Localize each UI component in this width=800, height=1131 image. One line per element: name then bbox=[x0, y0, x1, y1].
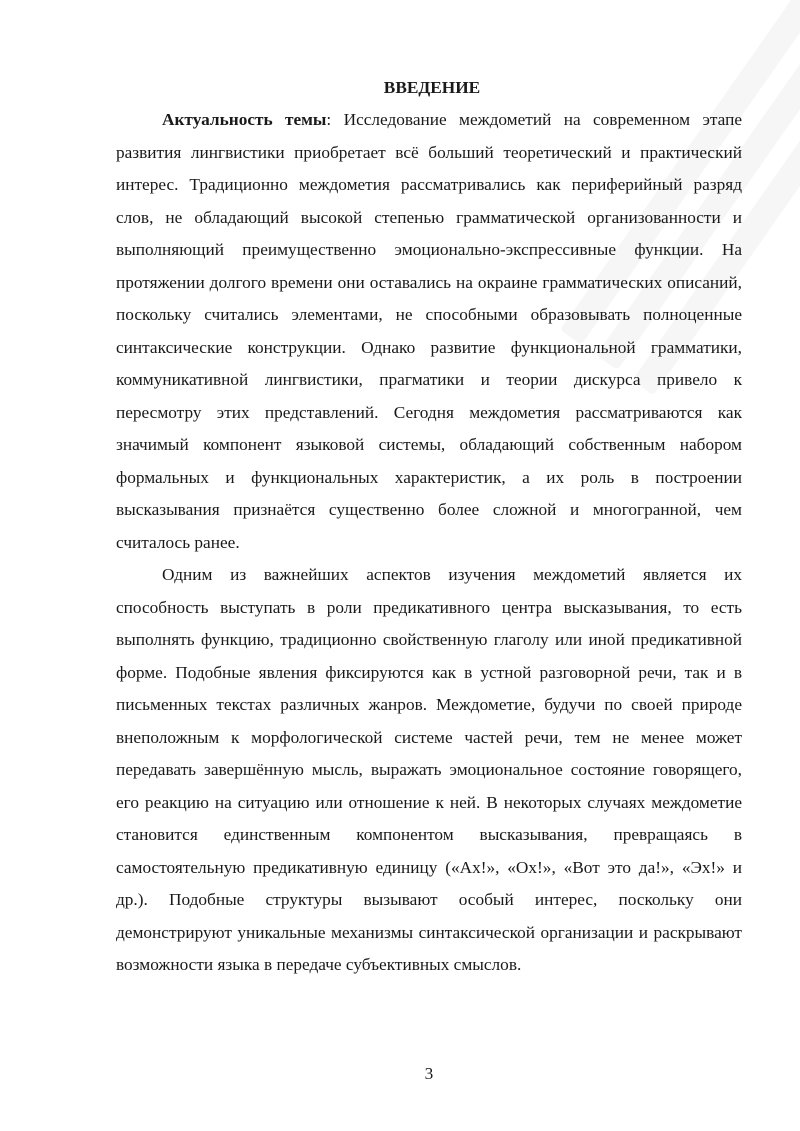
paragraph-text: Одним из важнейших аспектов изучения междометий является их способность выступать в роли предикативного центра высказывания, то есть выполнять функцию, традиционно свойственную глаголу или иной предикативной форме. Подобные явления фиксируются как в устной разговорной речи, так и в письменных текстах различных жанров. Междометие, будучи по своей природе внеположным к морфологической системе частей речи, тем не менее может передавать завершённую мысль, выражать эмоциональное состояние говорящего, его реакцию на ситуацию или отношение к ней. В некоторых случаях междометие становится единственным компонентом высказывания, превращаясь в самостоятельную предикативную единицу («Ах!», «Ох!», «Вот это да!», «Эх!» и др.). Подобные структуры вызывают особый интерес, поскольку они демонстрируют уникальные механизмы синтаксической организации и раскрывают возможности языка в передаче субъективных смыслов. bbox=[116, 565, 742, 974]
paragraph-text: : Исследование междометий на современном этапе развития лингвистики приобретает всё больший теоретический и практический интерес. Традиционно междометия рассматривались как периферийный разряд слов, не обладающий высокой степенью грамматической организованности и выполняющий преимущественно эмоционально-экспрессивные функции. На протяжении долгого времени они оставались на окраине грамматических описаний, поскольку считались элементами, не способными образовывать полноценные синтаксические конструкции. Однако развитие функциональной грамматики, коммуникативной лингвистики, прагматики и теории дискурса привело к пересмотру этих представлений. Сегодня междометия рассматриваются как значимый компонент языковой системы, обладающий собственным набором формальных и функциональных характеристик, а их роль в построении высказывания признаётся существенно более сложной и многогранной, чем считалось ранее. bbox=[116, 110, 743, 552]
paragraph-lead: Актуальность темы bbox=[162, 110, 327, 129]
document-body bbox=[116, 72, 742, 982]
section-heading: ВВЕДЕНИЕ bbox=[383, 78, 481, 97]
paragraph-predicative bbox=[116, 559, 742, 982]
page-number: 3 bbox=[424, 1064, 434, 1083]
paragraph-relevance bbox=[116, 104, 742, 559]
